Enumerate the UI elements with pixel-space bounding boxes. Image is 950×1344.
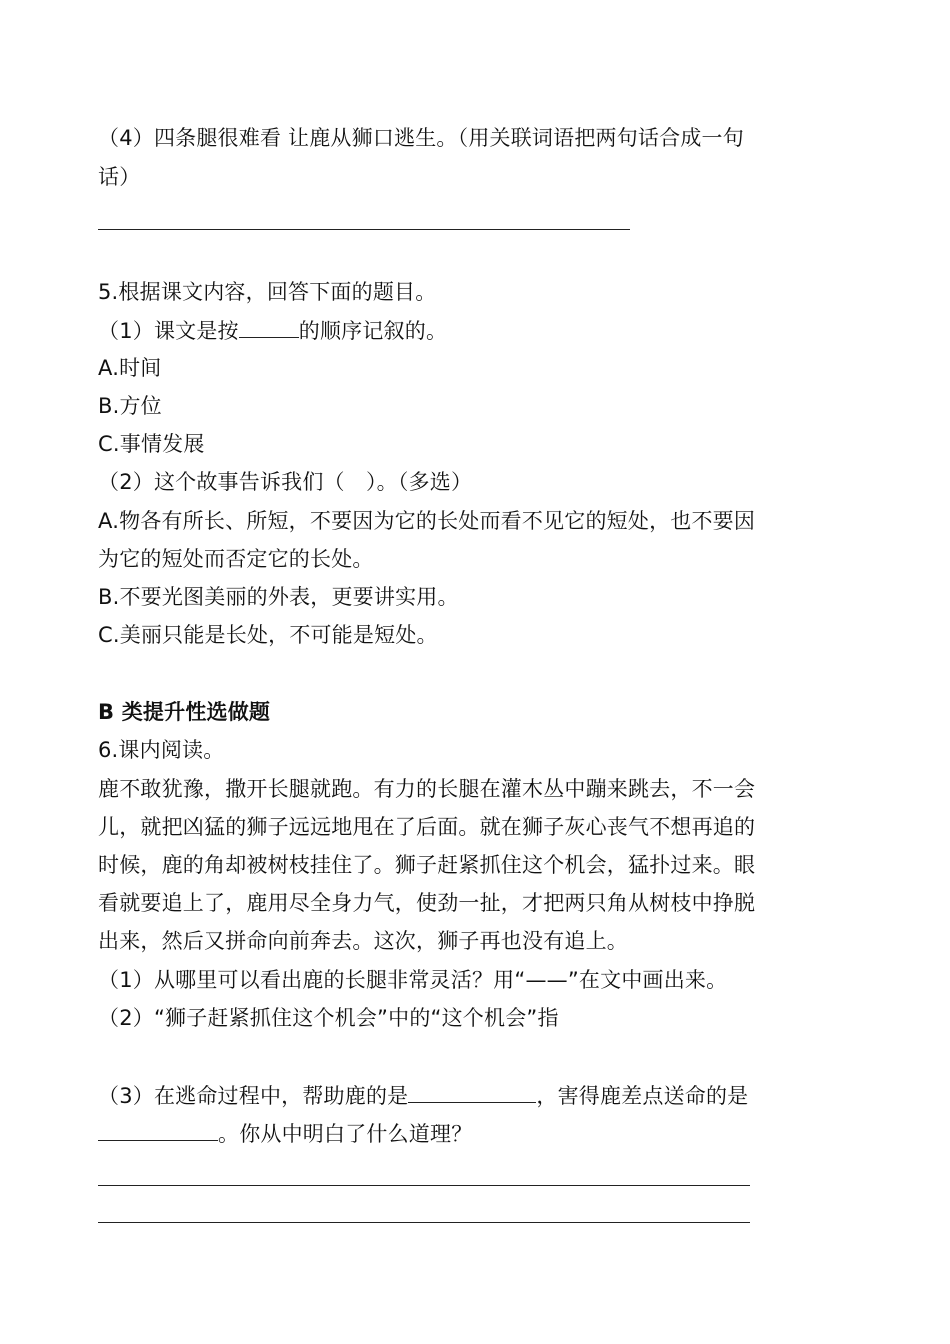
q5-sub2-option-c: C.美丽只能是长处，不可能是短处。	[98, 623, 438, 647]
section-b-title: B 类提升性选做题	[98, 700, 271, 724]
q6-sub3-blank-helper[interactable]	[408, 1080, 536, 1103]
q6-sub2: （2）“狮子赶紧抓住这个机会”中的“这个机会”指	[98, 1006, 559, 1030]
q5-sub1-blank[interactable]	[239, 315, 299, 338]
q5-sub2-option-a-line2: 为它的短处而否定它的长处。	[98, 547, 374, 571]
q6-heading: 6.课内阅读。	[98, 738, 225, 762]
q5-sub1	[98, 315, 447, 346]
q4-sub4-line2: 话）	[98, 165, 141, 189]
q6-sub3-blank-harm[interactable]	[98, 1118, 218, 1141]
q6-sub3-before: （3）在逃命过程中，帮助鹿的是	[98, 1084, 409, 1108]
q5-sub1-option-b: B.方位	[98, 394, 162, 418]
q5-sub1-before: （1）课文是按	[98, 319, 239, 343]
q6-sub3-middle: ，害得鹿差点送命的是	[536, 1084, 749, 1108]
q4-sub4-line1: （4）四条腿很难看 让鹿从狮口逃生。（用关联词语把两句话合成一句	[98, 126, 744, 150]
q6-passage-line3: 时候，鹿的角却被树枝挂住了。狮子赶紧抓住这个机会，猛扑过来。眼	[98, 853, 756, 877]
q6-sub3-line1	[98, 1080, 748, 1111]
worksheet-page	[98, 0, 798, 1344]
q6-sub3-line2	[98, 1118, 472, 1149]
q5-sub2-option-b: B.不要光图美丽的外表，更要讲实用。	[98, 585, 459, 609]
q6-sub3-after: 。你从中明白了什么道理？	[218, 1122, 473, 1146]
q5-sub2-option-a-line1: A.物各有所长、所短，不要因为它的长处而看不见它的短处，也不要因	[98, 509, 756, 533]
q6-passage-line4: 看就要追上了，鹿用尽全身力气，使劲一扯，才把两只角从树枝中挣脱	[98, 891, 756, 915]
q4-answer-line[interactable]	[98, 229, 630, 230]
q5-sub2-question: （2）这个故事告诉我们（ ）。（多选）	[98, 470, 473, 494]
q5-sub1-after: 的顺序记叙的。	[298, 319, 448, 343]
q6-passage-line1: 鹿不敢犹豫，撒开长腿就跑。有力的长腿在灌木丛中蹦来跳去，不一会	[98, 777, 756, 801]
q6-answer-line-1[interactable]	[98, 1185, 750, 1186]
q5-heading: 5.根据课文内容，回答下面的题目。	[98, 280, 437, 304]
q6-sub1: （1）从哪里可以看出鹿的长腿非常灵活？用“——”在文中画出来。	[98, 968, 728, 992]
q6-answer-line-2[interactable]	[98, 1222, 750, 1223]
q5-sub1-option-c: C.事情发展	[98, 432, 205, 456]
q6-passage-line5: 出来，然后又拼命向前奔去。这次，狮子再也没有追上。	[98, 929, 628, 953]
q5-sub1-option-a: A.时间	[98, 356, 162, 380]
q6-passage-line2: 儿，就把凶猛的狮子远远地甩在了后面。就在狮子灰心丧气不想再追的	[98, 815, 756, 839]
